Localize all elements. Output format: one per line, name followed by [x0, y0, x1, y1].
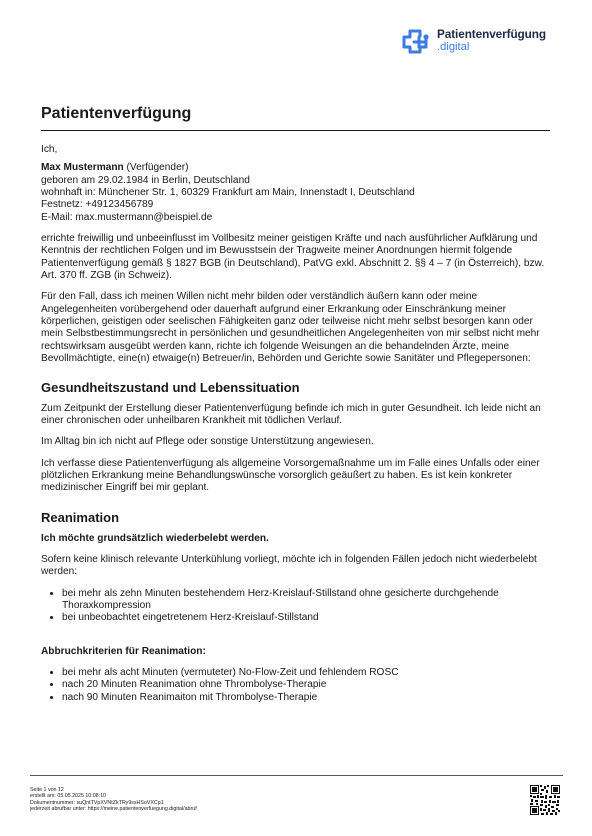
abort-heading: Abbruchkriterien für Reanimation: [41, 645, 206, 657]
list-item: • bei mehr als zehn Minuten bestehendem Herz-Kreislauf-Stillstand ohne gesicherte durchgehende Thoraxkompression [62, 588, 550, 613]
abort-list [41, 667, 550, 704]
case-text: Für den Fall, dass ich meinen Willen nicht mehr bilden oder verständlich äußern kann oder meine Angelegenheiten vorübergehend oder dauerhaft aufgrund einer Erkrankung oder Einschränkung meiner körperlichen, geistigen oder seelischen Fähigkeiten ganz oder teilweise nicht mehr selbst besorgen kann oder mein Selbstbestimmungsrecht in persönlichen und gesundheitlichen Angelegenheiten von mir selbst nicht mehr rechtswirksam ausgeübt werden kann, richte ich folgende Weisungen an die behandelnden Ärzte, meine Bevollmächtigte, eine(n) etwaige(n) Betreuer/in, Behörden und Gerichte sowie Sanitäter und Pflegepersonen: [41, 291, 540, 365]
person-birth: geboren am 29.02.1984 in Berlin, Deutschland [41, 174, 250, 186]
person-line [41, 162, 550, 174]
person-role: (Verfügender) [123, 162, 189, 174]
declaration-text: errichte freiwillig und unbeeinflusst im Vollbesitz meiner geistigen Kräfte und nach ausführlicher Aufklärung und Kenntnis der rechtlichen Folgen und im Bewusstsein der Tragweite meiner Anordnungen hiermit folgende Patientenverfügung gemäß § 1827 BGB (in Deutschland), PatVG exkl. Abschnitt 2. §§ 4 – 7 (in Österreich), bzw. Art. 370 ff. ZGB (in Schweiz). [41, 233, 545, 282]
person-phone: Festnetz: +49123456789 [41, 199, 154, 211]
document-body [41, 144, 550, 704]
title-divider [41, 130, 550, 131]
list-item: • bei unbeobachtet eingetretenem Herz-Kreislauf-Stillstand [62, 612, 550, 624]
document-number: Dokumentnummer: suQntTVpXVNtZkTRy9ssHSoVXCp1 [30, 799, 164, 806]
list-item: • nach 90 Minuten Reanimaiton mit Thrombolyse-Therapie [62, 692, 550, 704]
brand-logo[interactable] [400, 26, 546, 56]
health-paragraph-1: Zum Zeitpunkt der Erstellung dieser Patientenverfügung befinde ich mich in guter Gesundheit. Ich leide nicht an einer chronischen oder unheilbaren Krankheit mit tödlichen Verlauf. [41, 402, 541, 426]
list-item: • bei mehr als acht Minuten (vermuteter) No-Flow-Zeit und fehlendem ROSC [62, 667, 550, 679]
person-address: wohnhaft in: Münchener Str. 1, 60329 Frankfurt am Main, Innenstadt I, Deutschland [41, 187, 415, 199]
person-name: Max Mustermann [41, 162, 124, 174]
list-item: • nach 20 Minuten Reanimation ohne Thrombolyse-Therapie [62, 679, 550, 691]
retrieval-url[interactable]: jederzeit abrufbar unter: https://meine.patientenverfuegung.digital/abruf [30, 805, 197, 812]
intro-ich: Ich, [41, 144, 58, 155]
health-heading: Gesundheitszustand und Lebenssituation [41, 379, 300, 395]
reanimation-exception-intro: Sofern keine klinisch relevante Unterkühlung vorliegt, möchte ich in folgenden Fällen jedoch nicht wiederbelebt werden: [41, 553, 537, 578]
page-footer [30, 787, 197, 812]
person-email: E-Mail: max.mustermann@beispiel.de [41, 211, 213, 223]
reanimation-heading: Reanimation [41, 509, 120, 525]
logo-subtitle: .digital [437, 40, 470, 53]
logo-mark-icon [400, 26, 430, 56]
reanimation-wish: Ich möchte grundsätzlich wiederbelebt werden. [41, 532, 269, 544]
page-title: Patientenverfügung [41, 105, 192, 122]
logo-name: Patientenverfügung [437, 27, 546, 41]
created-date: erstellt am: 05.05.2025 10:08:10 [30, 793, 106, 800]
health-paragraph-2: Im Alltag bin ich nicht auf Pflege oder sonstige Unterstützung angewiesen. [41, 436, 374, 448]
page-number: Seite 1 von 12 [30, 787, 64, 793]
exception-list [41, 588, 550, 625]
qr-code-icon [530, 785, 560, 815]
health-paragraph-3: Ich verfasse diese Patientenverfügung als allgemeine Vorsorgemaßnahme um im Falle eines Unfalls oder einer plötzlichen Erkrankung meine Behandlungswünsche vorsorglich geäußert zu haben. Es ist kein konkreter medizinischer Eingriff bei mir geplant. [41, 457, 540, 494]
footer-divider [30, 775, 563, 776]
